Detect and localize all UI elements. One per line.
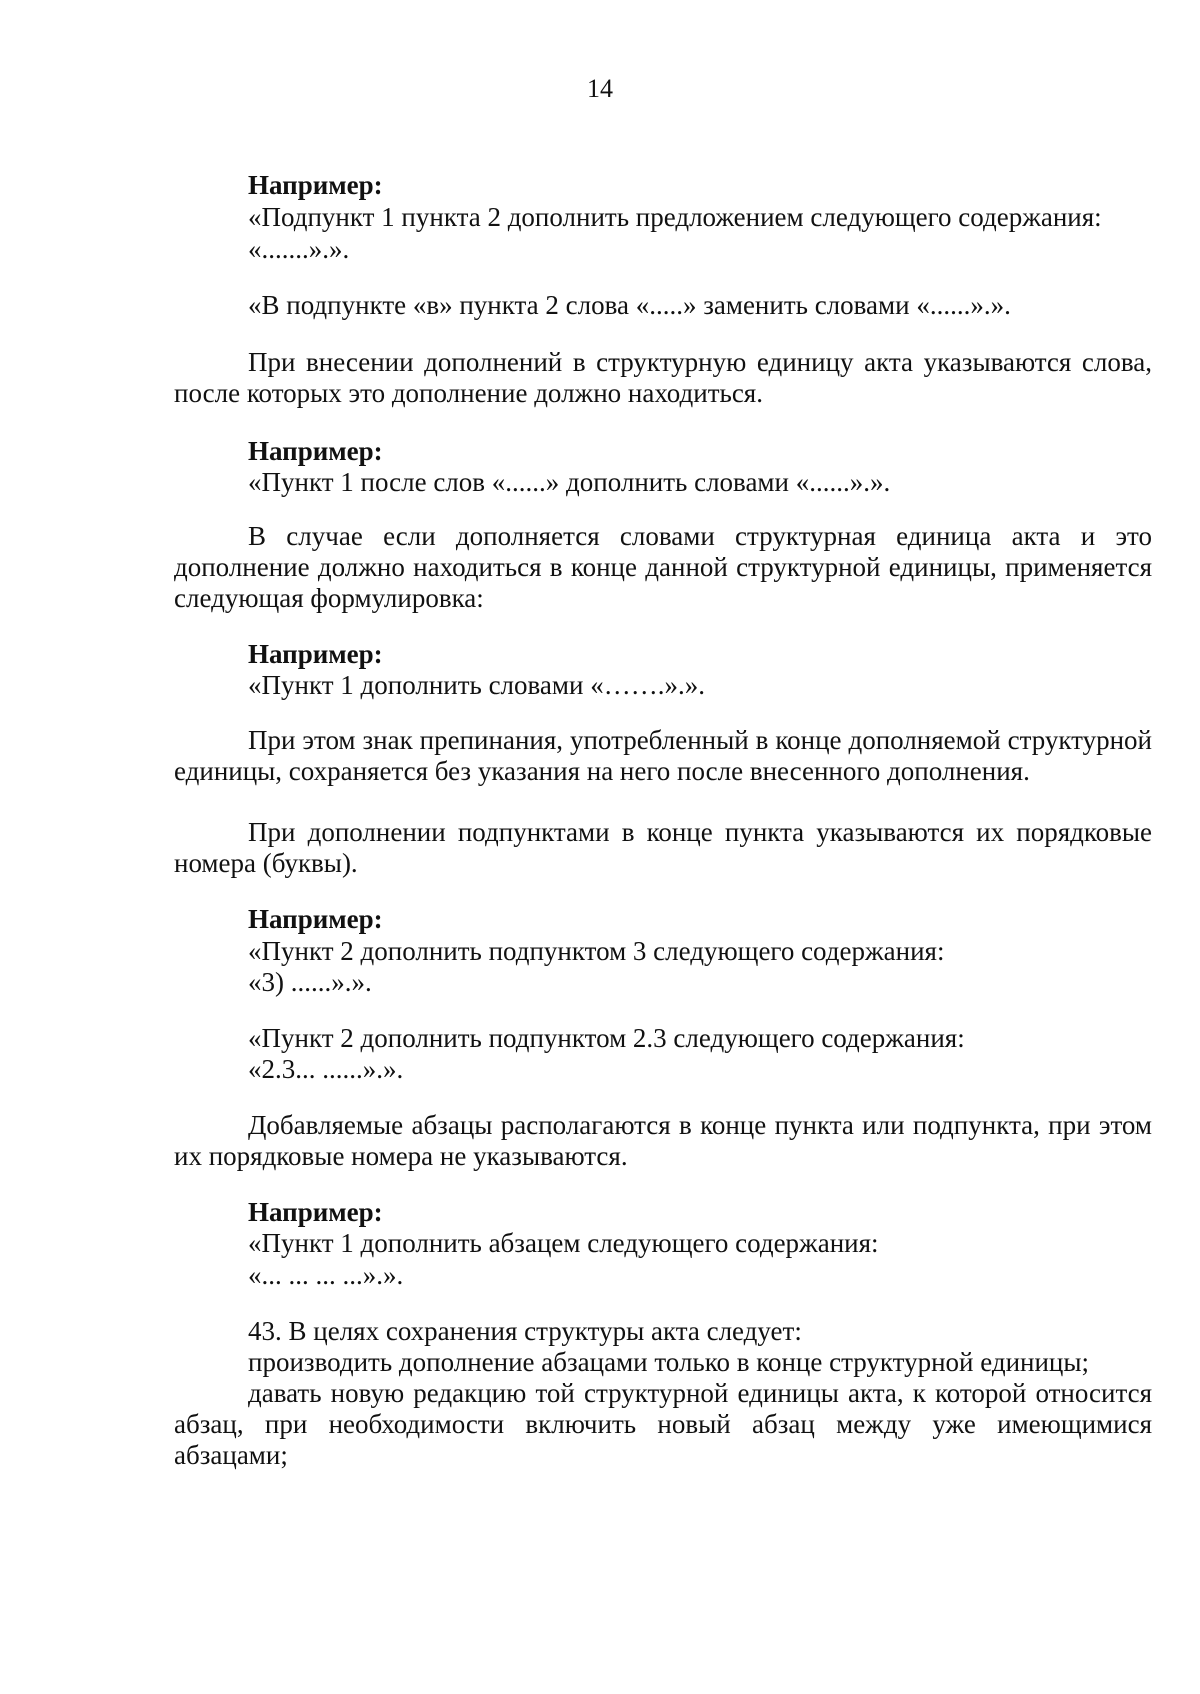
paragraph: При этом знак препинания, употребленный в конце дополняемой структурной единицы, сохраняется без указания на него после внесенного дополнения. (174, 725, 1152, 787)
example-line: «2.3... ......».». (248, 1054, 404, 1084)
example-heading: Например: (248, 436, 383, 466)
paragraph: При внесении дополнений в структурную единицу акта указываются слова, после которых это дополнение должно находиться. (174, 347, 1152, 409)
example-line: «.......».». (248, 234, 350, 264)
example-heading: Например: (248, 639, 383, 669)
paragraph: В случае если дополняется словами структурная единица акта и это дополнение должно находиться в конце данной структурной единицы, применяется следующая формулировка: (174, 521, 1152, 614)
example-heading: Например: (248, 170, 383, 200)
example-heading: Например: (248, 1197, 383, 1227)
example-line: «Пункт 1 дополнить абзацем следующего содержания: (248, 1228, 879, 1258)
example-line: «В подпункте «в» пункта 2 слова «.....» заменить словами «......».». (248, 290, 1011, 320)
paragraph: давать новую редакцию той структурной единицы акта, к которой относится абзац, при необходимости включить новый абзац между уже имеющимися абзацами; (174, 1378, 1152, 1471)
example-line: «Пункт 2 дополнить подпунктом 2.3 следующего содержания: (248, 1023, 965, 1053)
example-line: «Пункт 1 после слов «......» дополнить словами «......».». (248, 467, 891, 497)
example-line: «3) ......».». (248, 967, 372, 997)
paragraph: 43. В целях сохранения структуры акта следует: (248, 1316, 802, 1346)
example-heading: Например: (248, 904, 383, 934)
paragraph: производить дополнение абзацами только в конце структурной единицы; (248, 1347, 1090, 1377)
example-line: «Подпункт 1 пункта 2 дополнить предложением следующего содержания: (248, 202, 1102, 232)
example-line: «Пункт 2 дополнить подпунктом 3 следующего содержания: (248, 936, 945, 966)
paragraph: При дополнении подпунктами в конце пункта указываются их порядковые номера (буквы). (174, 817, 1152, 879)
paragraph: Добавляемые абзацы располагаются в конце пункта или подпункта, при этом их порядковые номера не указываются. (174, 1110, 1152, 1172)
page-number: 14 (587, 74, 613, 103)
example-line: «Пункт 1 дополнить словами «…….».». (248, 670, 705, 700)
example-line: «... ... ... ...».». (248, 1260, 404, 1290)
